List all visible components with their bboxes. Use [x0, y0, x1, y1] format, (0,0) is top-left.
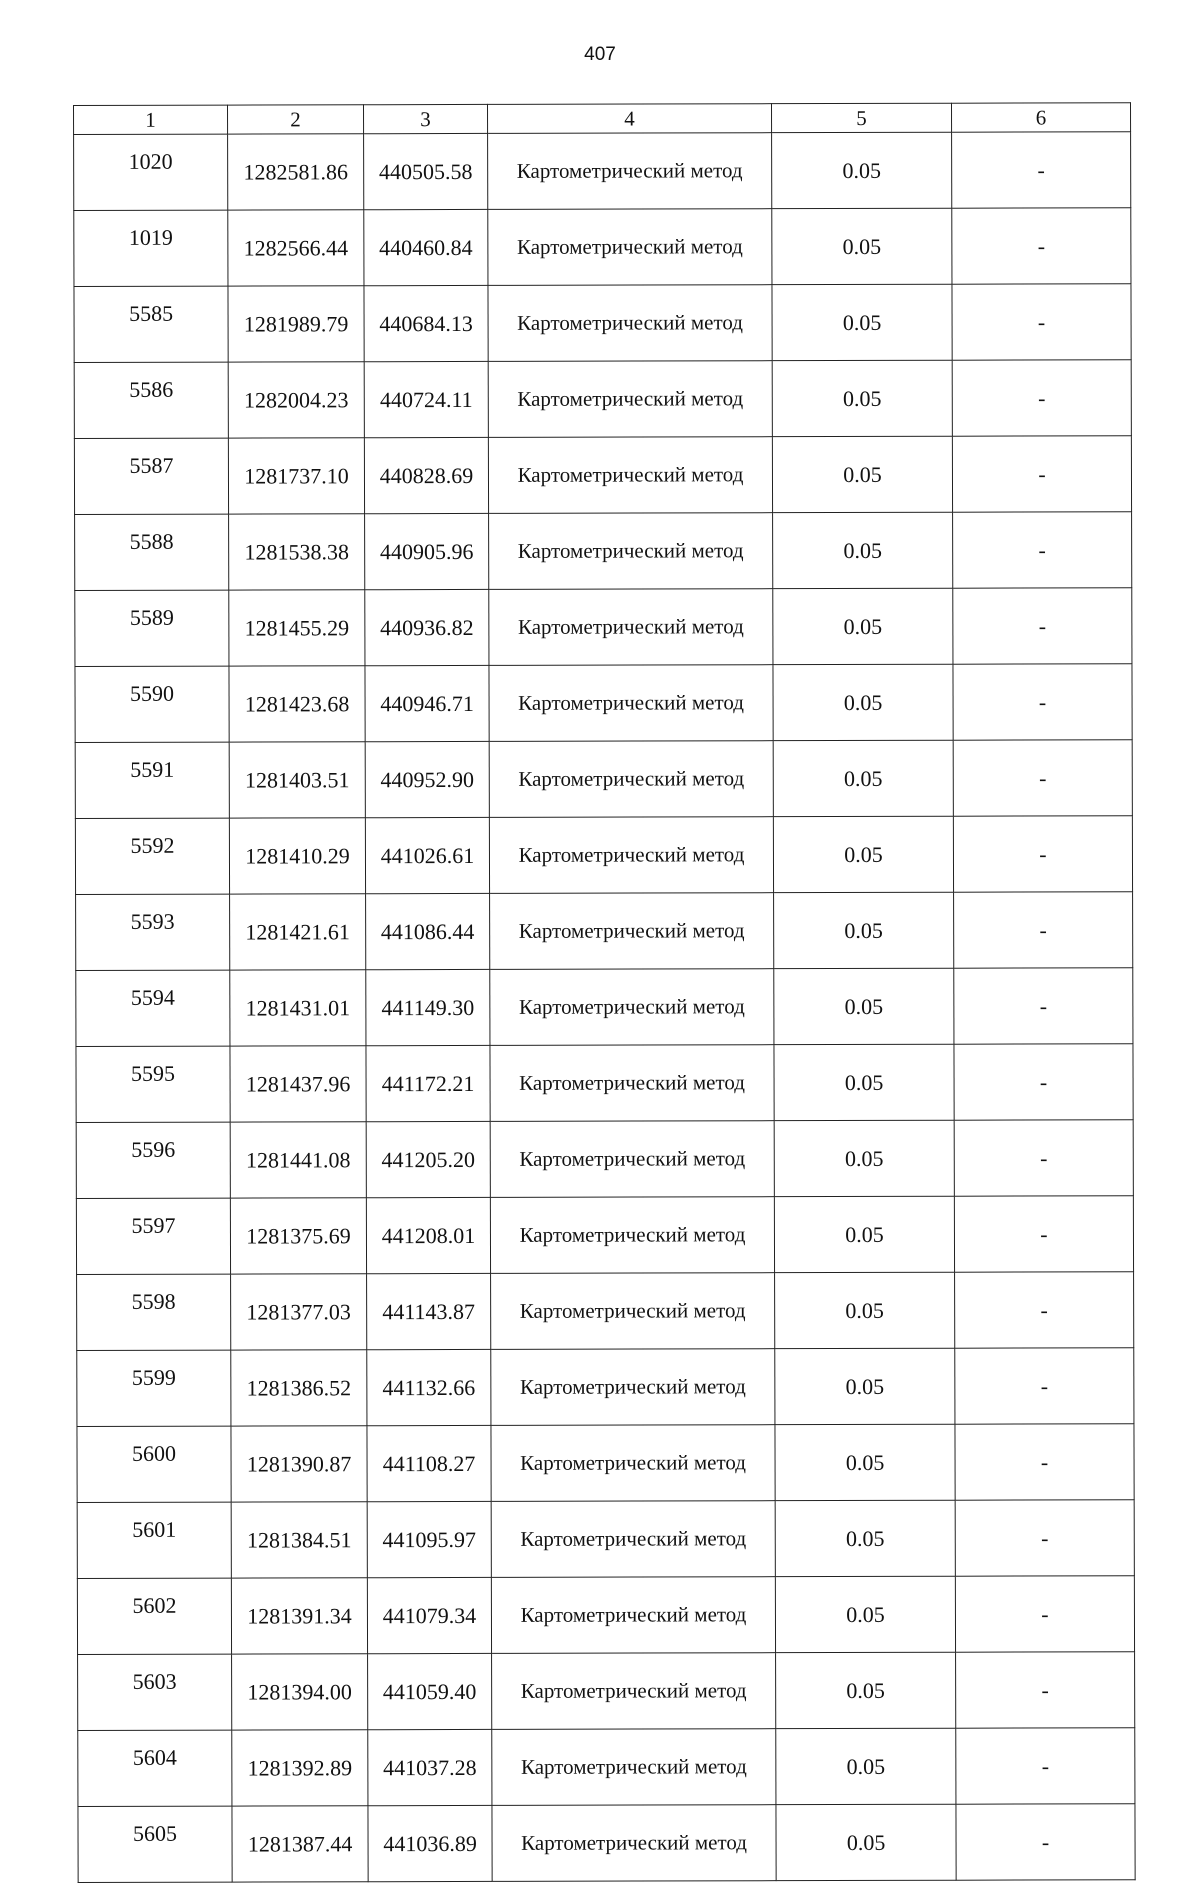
note-cell: -	[955, 1576, 1134, 1652]
note-cell: -	[954, 1044, 1133, 1120]
x-coordinate-cell: 1281392.89	[232, 1730, 368, 1806]
accuracy-cell: 0.05	[775, 1424, 955, 1500]
y-coordinate-cell: 440684.13	[364, 285, 488, 361]
accuracy-cell: 0.05	[774, 968, 954, 1044]
note-cell: -	[953, 816, 1132, 892]
y-coordinate-cell: 441132.66	[367, 1349, 491, 1425]
point-number-cell: 5599	[77, 1350, 231, 1426]
accuracy-cell: 0.05	[776, 1652, 956, 1728]
method-cell: Картометрический метод	[488, 361, 772, 438]
table-row	[75, 740, 1132, 819]
header-col-4: 4	[487, 104, 771, 134]
x-coordinate-cell: 1282566.44	[228, 210, 364, 286]
x-coordinate-cell: 1281394.00	[232, 1654, 368, 1730]
table-row	[77, 1348, 1134, 1427]
point-number-cell: 5605	[78, 1806, 232, 1882]
y-coordinate-cell: 441036.89	[368, 1805, 492, 1881]
x-coordinate-cell: 1282581.86	[228, 134, 364, 210]
x-coordinate-cell: 1281423.68	[229, 666, 365, 742]
header-col-3: 3	[364, 104, 488, 133]
accuracy-cell: 0.05	[774, 1120, 954, 1196]
x-coordinate-cell: 1281391.34	[231, 1578, 367, 1654]
y-coordinate-cell: 441037.28	[368, 1729, 492, 1805]
table-row	[74, 208, 1131, 287]
x-coordinate-cell: 1281386.52	[231, 1350, 367, 1426]
note-cell: -	[956, 1804, 1135, 1880]
method-cell: Картометрический метод	[491, 1577, 775, 1654]
point-number-cell: 1020	[74, 134, 228, 210]
note-cell: -	[956, 1652, 1135, 1728]
method-cell: Картометрический метод	[489, 741, 773, 818]
method-cell: Картометрический метод	[490, 1121, 774, 1198]
accuracy-cell: 0.05	[773, 816, 953, 892]
x-coordinate-cell: 1281410.29	[229, 818, 365, 894]
table-row	[78, 1804, 1135, 1883]
note-cell: -	[954, 968, 1133, 1044]
method-cell: Картометрический метод	[490, 969, 774, 1046]
note-cell: -	[953, 664, 1132, 740]
table-row	[76, 1120, 1133, 1199]
method-cell: Картометрический метод	[488, 285, 772, 362]
method-cell: Картометрический метод	[492, 1805, 776, 1882]
method-cell: Картометрический метод	[489, 589, 773, 666]
y-coordinate-cell: 441149.30	[366, 969, 490, 1045]
table-row	[74, 132, 1131, 211]
x-coordinate-cell: 1281989.79	[228, 286, 364, 362]
point-number-cell: 5589	[75, 590, 229, 666]
y-coordinate-cell: 440828.69	[364, 437, 488, 513]
y-coordinate-cell: 441086.44	[366, 893, 490, 969]
table-row	[74, 284, 1131, 363]
point-number-cell: 5587	[74, 438, 228, 514]
note-cell: -	[955, 1424, 1134, 1500]
accuracy-cell: 0.05	[775, 1272, 955, 1348]
note-cell: -	[954, 1196, 1133, 1272]
x-coordinate-cell: 1282004.23	[228, 362, 364, 438]
table-row	[77, 1500, 1134, 1579]
point-number-cell: 5603	[78, 1654, 232, 1730]
accuracy-cell: 0.05	[772, 132, 952, 208]
note-cell: -	[953, 512, 1132, 588]
note-cell: -	[954, 1120, 1133, 1196]
accuracy-cell: 0.05	[776, 1804, 956, 1880]
table-row	[76, 892, 1133, 971]
note-cell: -	[953, 588, 1132, 664]
table-row	[78, 1728, 1135, 1807]
method-cell: Картометрический метод	[490, 1045, 774, 1122]
header-row	[74, 103, 1131, 135]
x-coordinate-cell: 1281421.61	[230, 894, 366, 970]
point-number-cell: 5595	[76, 1046, 230, 1122]
point-number-cell: 5600	[77, 1426, 231, 1502]
point-number-cell: 5598	[77, 1274, 231, 1350]
page-number: 407	[584, 44, 616, 65]
method-cell: Картометрический метод	[491, 1273, 775, 1350]
note-cell: -	[952, 436, 1131, 512]
method-cell: Картометрический метод	[488, 133, 772, 210]
point-number-cell: 5594	[76, 970, 230, 1046]
y-coordinate-cell: 440460.84	[364, 209, 488, 285]
point-number-cell: 5592	[75, 818, 229, 894]
accuracy-cell: 0.05	[774, 1196, 954, 1272]
note-cell: -	[952, 132, 1131, 208]
accuracy-cell: 0.05	[773, 512, 953, 588]
accuracy-cell: 0.05	[775, 1576, 955, 1652]
x-coordinate-cell: 1281455.29	[229, 590, 365, 666]
table-body	[74, 132, 1136, 1883]
note-cell: -	[952, 360, 1131, 436]
note-cell: -	[955, 1500, 1134, 1576]
table-row	[77, 1576, 1134, 1655]
method-cell: Картометрический метод	[491, 1349, 775, 1426]
method-cell: Картометрический метод	[492, 1653, 776, 1730]
table-row	[75, 816, 1132, 895]
accuracy-cell: 0.05	[775, 1348, 955, 1424]
x-coordinate-cell: 1281431.01	[230, 970, 366, 1046]
y-coordinate-cell: 441079.34	[367, 1577, 491, 1653]
method-cell: Картометрический метод	[491, 1425, 775, 1502]
x-coordinate-cell: 1281441.08	[230, 1122, 366, 1198]
y-coordinate-cell: 441026.61	[365, 817, 489, 893]
note-cell: -	[953, 740, 1132, 816]
table-row	[76, 1196, 1133, 1275]
note-cell: -	[956, 1728, 1135, 1804]
point-number-cell: 5597	[76, 1198, 230, 1274]
y-coordinate-cell: 441205.20	[366, 1121, 490, 1197]
accuracy-cell: 0.05	[774, 892, 954, 968]
y-coordinate-cell: 441095.97	[367, 1501, 491, 1577]
accuracy-cell: 0.05	[773, 664, 953, 740]
method-cell: Картометрический метод	[490, 893, 774, 970]
note-cell: -	[954, 892, 1133, 968]
accuracy-cell: 0.05	[774, 1044, 954, 1120]
point-number-cell: 5591	[75, 742, 229, 818]
method-cell: Картометрический метод	[488, 209, 772, 286]
accuracy-cell: 0.05	[772, 208, 952, 284]
point-number-cell: 5604	[78, 1730, 232, 1806]
point-number-cell: 5586	[74, 362, 228, 438]
note-cell: -	[955, 1272, 1134, 1348]
accuracy-cell: 0.05	[772, 360, 952, 436]
header-col-6: 6	[951, 103, 1130, 132]
point-number-cell: 5585	[74, 286, 228, 362]
table-row	[74, 360, 1131, 439]
x-coordinate-cell: 1281377.03	[231, 1274, 367, 1350]
x-coordinate-cell: 1281375.69	[230, 1198, 366, 1274]
accuracy-cell: 0.05	[775, 1500, 955, 1576]
x-coordinate-cell: 1281387.44	[232, 1806, 368, 1882]
accuracy-cell: 0.05	[772, 436, 952, 512]
point-number-cell: 5596	[76, 1122, 230, 1198]
method-cell: Картометрический метод	[489, 817, 773, 894]
table-row	[75, 664, 1132, 743]
y-coordinate-cell: 441059.40	[368, 1653, 492, 1729]
method-cell: Картометрический метод	[492, 1729, 776, 1806]
y-coordinate-cell: 440936.82	[365, 589, 489, 665]
note-cell: -	[952, 284, 1131, 360]
x-coordinate-cell: 1281538.38	[229, 514, 365, 590]
accuracy-cell: 0.05	[773, 588, 953, 664]
table-row	[75, 512, 1132, 591]
accuracy-cell: 0.05	[773, 740, 953, 816]
x-coordinate-cell: 1281737.10	[228, 438, 364, 514]
point-number-cell: 1019	[74, 210, 228, 286]
table-row	[78, 1652, 1135, 1731]
point-number-cell: 5588	[75, 514, 229, 590]
method-cell: Картометрический метод	[491, 1501, 775, 1578]
table-row	[76, 1044, 1133, 1123]
coordinates-table	[73, 102, 1136, 1883]
point-number-cell: 5602	[77, 1578, 231, 1654]
y-coordinate-cell: 440905.96	[365, 513, 489, 589]
header-col-5: 5	[771, 103, 951, 132]
method-cell: Картометрический метод	[488, 437, 772, 514]
x-coordinate-cell: 1281403.51	[229, 742, 365, 818]
table-row	[76, 968, 1133, 1047]
note-cell: -	[952, 208, 1131, 284]
point-number-cell: 5601	[77, 1502, 231, 1578]
header-col-1: 1	[74, 105, 228, 134]
method-cell: Картометрический метод	[490, 1197, 774, 1274]
table-row	[74, 436, 1131, 515]
point-number-cell: 5593	[76, 894, 230, 970]
note-cell: -	[955, 1348, 1134, 1424]
y-coordinate-cell: 441172.21	[366, 1045, 490, 1121]
y-coordinate-cell: 440952.90	[365, 741, 489, 817]
accuracy-cell: 0.05	[772, 284, 952, 360]
table-row	[77, 1424, 1134, 1503]
table-row	[75, 588, 1132, 667]
header-col-2: 2	[228, 105, 364, 134]
y-coordinate-cell: 440505.58	[364, 133, 488, 209]
method-cell: Картометрический метод	[489, 665, 773, 742]
y-coordinate-cell: 441143.87	[367, 1273, 491, 1349]
point-number-cell: 5590	[75, 666, 229, 742]
x-coordinate-cell: 1281384.51	[231, 1502, 367, 1578]
method-cell: Картометрический метод	[489, 513, 773, 590]
y-coordinate-cell: 441108.27	[367, 1425, 491, 1501]
x-coordinate-cell: 1281437.96	[230, 1046, 366, 1122]
table-row	[77, 1272, 1134, 1351]
x-coordinate-cell: 1281390.87	[231, 1426, 367, 1502]
y-coordinate-cell: 441208.01	[366, 1197, 490, 1273]
y-coordinate-cell: 440946.71	[365, 665, 489, 741]
accuracy-cell: 0.05	[776, 1728, 956, 1804]
y-coordinate-cell: 440724.11	[364, 361, 488, 437]
